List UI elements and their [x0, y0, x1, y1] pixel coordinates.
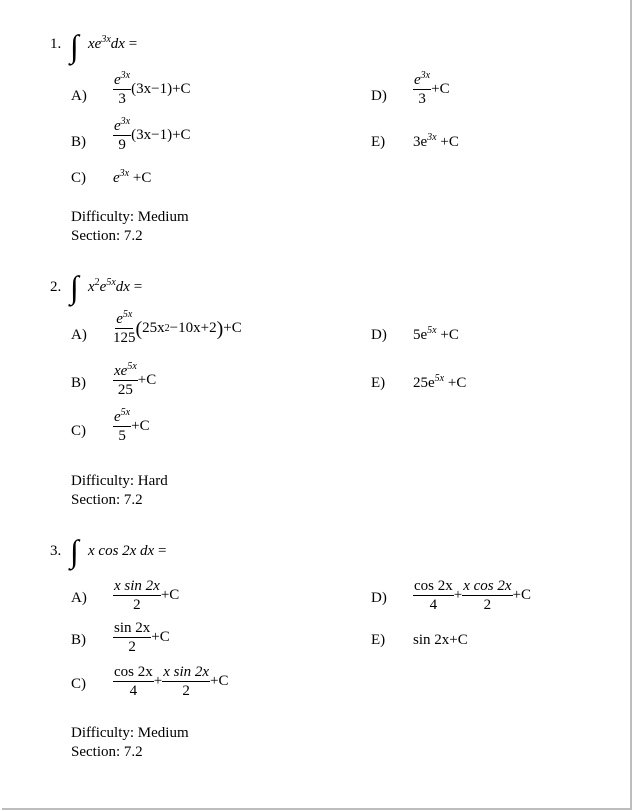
option-a-expression: $\frac{e^{3x}}{3}$ (3x−1)+C [114, 70, 191, 107]
difficulty-text: Difficulty: Medium [71, 209, 189, 225]
option-d-expression: $\frac{\cos 2x}{4}$ + $\frac{\text{x cos 2x}}{2}$ +C [414, 578, 531, 613]
option-e-expression: $25e^{5x} +C$ [413, 373, 467, 391]
integral-sign-icon: ∫ [70, 533, 79, 569]
option-c-expression: $e^{3x} +C$ [113, 168, 152, 186]
option-e-expression: $3e^{3x} +C$ [413, 132, 459, 150]
option-label: C) [71, 423, 86, 439]
integral-sign-icon: ∫ [70, 269, 79, 305]
option-label: B) [71, 375, 86, 391]
option-label: D) [371, 590, 387, 606]
option-a-expression: $\frac{e^{5x}}{125}$ ( 25x 2 −10x+2 ) +C [113, 309, 242, 346]
integral-sign-icon: ∫ [70, 28, 79, 64]
page-frame [2, 0, 632, 810]
option-d-expression: $\frac{e^{3x}}{3}$ +C [414, 70, 450, 107]
question-number: 1. [50, 36, 62, 52]
option-label: A) [71, 590, 87, 606]
option-label: A) [71, 88, 87, 104]
option-label: D) [371, 327, 387, 343]
option-label: B) [71, 134, 86, 150]
option-label: E) [371, 134, 386, 150]
section-text: Section: 7.2 [71, 744, 143, 760]
option-label: D) [371, 88, 387, 104]
option-label: B) [71, 632, 86, 648]
section-text: Section: 7.2 [71, 492, 143, 508]
option-label: C) [71, 170, 86, 186]
question-stem: $xe^{3x}dx$ = [88, 34, 138, 52]
section-text: Section: 7.2 [71, 228, 143, 244]
difficulty-text: Difficulty: Medium [71, 725, 189, 741]
question-number: 2. [50, 279, 62, 295]
option-b-expression: $\frac{\sin 2x}{2}$ +C [114, 620, 170, 655]
option-a-expression: $\frac{\text{x sin 2x}}{2}$ +C [114, 578, 180, 613]
question-number: 3. [50, 543, 62, 559]
option-label: E) [371, 375, 386, 391]
question-stem: x cos 2x dx = [88, 543, 167, 559]
difficulty-text: Difficulty: Hard [71, 473, 168, 489]
option-b-expression: $\frac{xe^{5x}}{25}$ +C [114, 361, 157, 398]
option-d-expression: $5e^{5x} +C$ [413, 325, 459, 343]
option-e-expression: sin 2x+C [413, 632, 468, 648]
option-b-expression: $\frac{e^{3x}}{9}$ (3x−1)+C [114, 116, 191, 153]
option-label: E) [371, 632, 386, 648]
option-label: C) [71, 676, 86, 692]
option-c-expression: $\frac{e^{5x}}{5}$ +C [114, 407, 150, 444]
option-label: A) [71, 327, 87, 343]
question-stem: $x^2e^{5x}dx$ = [88, 277, 143, 295]
option-c-expression: $\frac{\cos 2x}{4}$ + $\frac{\text{x sin 2x}}{2}$ +C [114, 664, 229, 699]
